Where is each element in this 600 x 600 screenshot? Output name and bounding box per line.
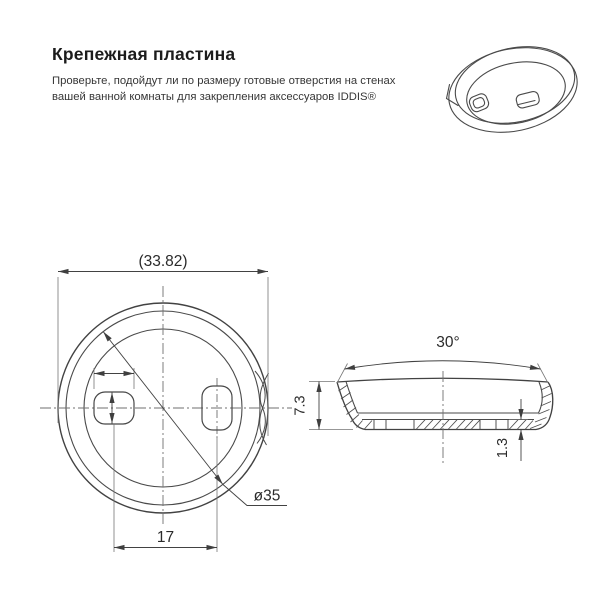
- iso-inner-face: [461, 53, 571, 132]
- iso-outer-rim: [441, 36, 585, 143]
- page-title: Крепежная пластина: [52, 44, 236, 64]
- left-wall-hatching: [339, 385, 363, 428]
- dim-height-label: 7.3: [292, 395, 309, 416]
- iso-slot-left: [468, 92, 490, 113]
- section-inner-edges: [346, 382, 542, 420]
- iso-top-rim: [448, 36, 582, 134]
- side-view: [293, 334, 553, 463]
- dim-angle-label: 30°: [436, 334, 460, 351]
- height-dimension: [309, 382, 353, 430]
- iso-slot-right: [515, 90, 540, 109]
- dim-hole-spacing-label: 17: [156, 529, 175, 546]
- subtitle-line-2: вашей ванной комнаты для закрепления аксессуаров IDDIS®: [52, 90, 376, 103]
- front-view: [40, 253, 292, 552]
- isometric-view: [441, 36, 585, 143]
- dim-overall-width-label: (33.82): [138, 253, 188, 270]
- dim-diameter-label: ø35: [253, 487, 281, 505]
- dimension-lines: [58, 272, 287, 548]
- section-outline: [337, 378, 553, 429]
- subtitle-line-1: Проверьте, подойдут ли по размеру готовые отверстия на стенах: [52, 75, 396, 87]
- dim-thickness-label: 1.3: [495, 437, 511, 459]
- angle-arc: [345, 361, 541, 369]
